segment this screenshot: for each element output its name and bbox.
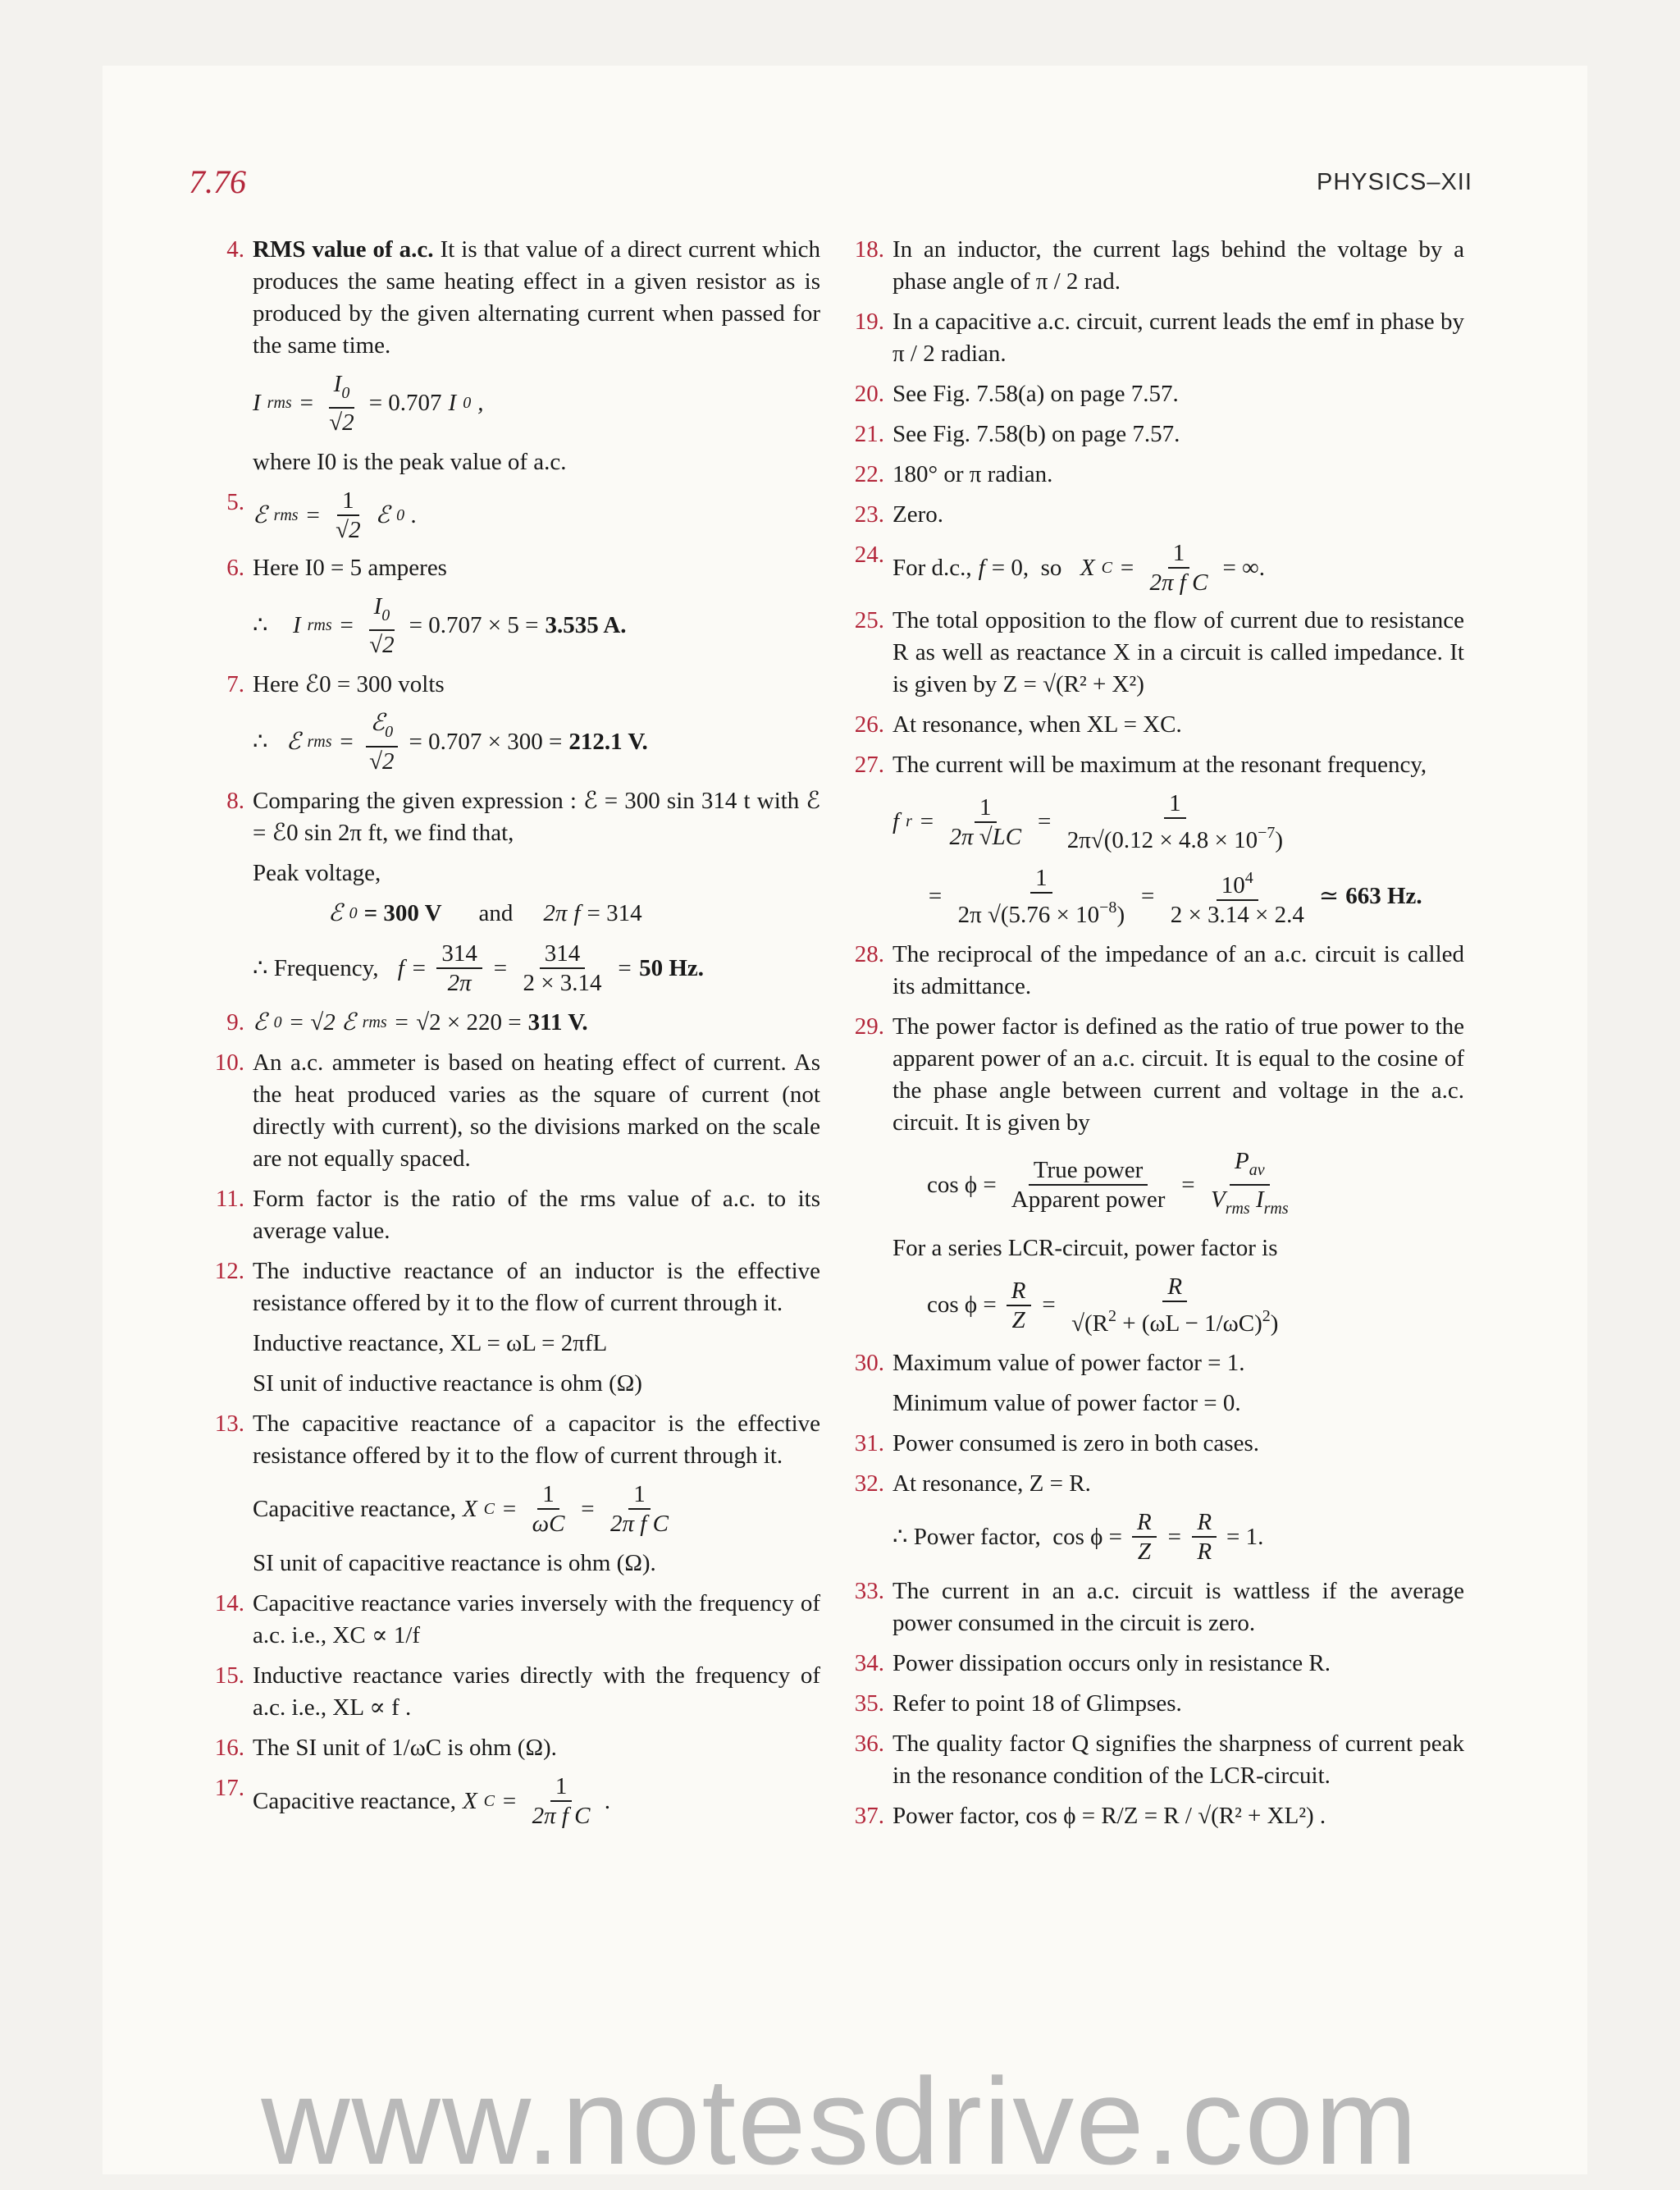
item-note: For a series LCR-circuit, power factor is <box>892 1235 1278 1261</box>
item-number: 4. <box>226 236 244 263</box>
item-number: 26. <box>854 711 884 738</box>
item-lead: RMS value of a.c. <box>253 236 434 263</box>
item-number: 25. <box>854 607 884 633</box>
item-number: 27. <box>854 752 884 778</box>
item-number: 11. <box>215 1186 244 1212</box>
item-text: The current in an a.c. circuit is wattless if the average power consumed in the circuit is zero. <box>892 1578 1464 1636</box>
answer-item: 5. ℰ rms = $\frac{1}{√2}$ ℰ 0 . <box>205 487 820 544</box>
item-number: 17. <box>214 1775 244 1801</box>
item-note: Minimum value of power factor = 0. <box>892 1390 1241 1416</box>
item-number: 35. <box>854 1690 884 1717</box>
item-text: The inductive reactance of an inductor is the effective resistance offered by it to the flow of current through it. <box>253 1258 820 1316</box>
item-text: Form factor is the ratio of the rms value of a.c. to its average value. <box>253 1186 820 1244</box>
item-text: Maximum value of power factor = 1. <box>892 1350 1245 1376</box>
answer-item <box>845 499 1464 531</box>
item-number: 28. <box>854 941 884 967</box>
answer-item <box>845 418 1464 450</box>
item-note: SI unit of inductive reactance is ohm (Ω) <box>253 1370 642 1397</box>
item-text: Refer to point 18 of Glimpses. <box>892 1690 1182 1717</box>
item-number: 5. <box>226 489 244 515</box>
answer-item <box>845 749 1464 781</box>
item-number: 6. <box>226 555 244 581</box>
left-column <box>205 234 820 1838</box>
item-number: 24. <box>854 542 884 568</box>
item-number: 7. <box>226 671 244 697</box>
item-number: 36. <box>854 1731 884 1757</box>
item-number: 37. <box>854 1803 884 1829</box>
formula: ℰ 0 = 300 V and 2π f = 314 <box>328 900 642 926</box>
formula: cos ϕ = $\frac{R}{Z}$ = $\frac{R}{√(R^2 + (\omega L - 1/\omega C)^2)}$ <box>927 1273 1279 1337</box>
item-text: The SI unit of 1/ωC is ohm (Ω). <box>253 1735 557 1761</box>
item-number: 8. <box>226 788 244 814</box>
item-text: 180° or π radian. <box>892 461 1053 487</box>
item-number: 31. <box>854 1430 884 1456</box>
formula: I rms = $\frac{I_0}{√2}$ = 0.707 I 0 , <box>253 371 484 436</box>
formula: ∴ Power factor, cos ϕ = $\frac{R}{Z}$ = $\frac{R}{R}$ = 1. <box>892 1509 1264 1565</box>
answer-item <box>845 1468 1464 1500</box>
watermark: www.notesdrive.com <box>261 2052 1419 2190</box>
item-note: Peak voltage, <box>253 860 381 886</box>
answer-item <box>845 1011 1464 1139</box>
answer-item: 9. ℰ 0 = √2 ℰ rms = √2 × 220 = 311 V. <box>205 1007 820 1039</box>
item-text: The reciprocal of the impedance of an a.c. circuit is called its admittance. <box>892 941 1464 999</box>
item-text: The capacitive reactance of a capacitor is the effective resistance offered by it to the flow of current through it. <box>253 1410 820 1469</box>
answer-item: 17. Capacitive reactance, X C = $\frac{1}{\text{2π f C}}$ . <box>205 1772 820 1830</box>
answer-item <box>845 1575 1464 1639</box>
item-text: Capacitive reactance varies inversely with the frequency of a.c. i.e., XC ∝ 1/f <box>253 1590 820 1648</box>
item-text: The current will be maximum at the resonant frequency, <box>892 752 1427 778</box>
item-number: 14. <box>214 1590 244 1616</box>
answer-item <box>845 605 1464 701</box>
answer-item <box>845 459 1464 491</box>
item-number: 30. <box>854 1350 884 1376</box>
answer-item <box>205 1255 820 1319</box>
book-title: PHYSICS–XII <box>1317 169 1472 195</box>
answer-item <box>845 306 1464 370</box>
right-column <box>845 234 1464 1840</box>
item-text: See Fig. 7.58(b) on page 7.57. <box>892 421 1180 447</box>
item-number: 22. <box>854 461 884 487</box>
answer-item <box>205 1047 820 1175</box>
item-number: 34. <box>854 1650 884 1676</box>
answer-item <box>845 1428 1464 1460</box>
answer-item <box>845 1800 1464 1832</box>
item-text: The power factor is defined as the ratio of true power to the apparent power of an a.c. circuit. It is equal to the cosine of the phase angle between current and voltage in the a.c. circuit. It is given by <box>892 1013 1464 1136</box>
item-number: 16. <box>214 1735 244 1761</box>
item-text: Power dissipation occurs only in resistance R. <box>892 1650 1331 1676</box>
answer-item <box>845 709 1464 741</box>
formula: cos ϕ = $\frac{\text{True power}}{\text{Apparent power}}$ = $\frac{P_{av}}{V_{rms} I_{rms}}$ <box>927 1148 1289 1218</box>
item-number: 12. <box>214 1258 244 1284</box>
item-text: The quality factor Q signifies the sharpness of current peak in the resonance condition of the LCR-circuit. <box>892 1731 1464 1789</box>
answer-item <box>205 552 820 584</box>
item-text: See Fig. 7.58(a) on page 7.57. <box>892 381 1179 407</box>
item-number: 15. <box>214 1662 244 1689</box>
item-text: Zero. <box>892 501 943 528</box>
item-text: Power consumed is zero in both cases. <box>892 1430 1259 1456</box>
formula: ∴ ℰ rms = $\frac{ℰ_0}{√2}$ = 0.707 × 300 = 212.1 V. <box>253 710 648 775</box>
item-number: 23. <box>854 501 884 528</box>
item-text: Power factor, cos ϕ = R/Z = R / √(R² + XL²) . <box>892 1803 1326 1829</box>
answer-item <box>205 1183 820 1247</box>
item-text: In an inductor, the current lags behind the voltage by a phase angle of π / 2 rad. <box>892 236 1464 295</box>
answer-item <box>205 1660 820 1724</box>
item-number: 21. <box>854 421 884 447</box>
answer-item <box>205 785 820 849</box>
formula: = $\frac{1}{2\pi √(5.76 \times 10^{-8})}$ = $\frac{10^4}{2 \times 3.14 \times 2.4}$ ≃ 663 Hz. <box>927 865 1422 928</box>
item-text: Here I0 = 5 amperes <box>253 555 447 581</box>
answer-item <box>845 1648 1464 1680</box>
item-text: Comparing the given expression : ℰ = 300 sin 314 t with ℰ = ℰ0 sin 2π ft, we find that, <box>253 788 820 846</box>
answer-item <box>845 1688 1464 1720</box>
item-text: It is that value of a direct current which produces the same heating effect in a given resistor as is produced by the given alternating current when passed for the same time. <box>253 236 821 359</box>
answer-item <box>205 669 820 701</box>
item-note: where I0 is the peak value of a.c. <box>253 449 567 475</box>
item-number: 32. <box>854 1470 884 1497</box>
answer-item <box>845 234 1464 298</box>
item-number: 13. <box>214 1410 244 1437</box>
answer-item <box>845 939 1464 1003</box>
item-text: In a capacitive a.c. circuit, current leads the emf in phase by π / 2 radian. <box>892 309 1464 367</box>
answer-item <box>845 1728 1464 1792</box>
item-number: 10. <box>214 1049 244 1076</box>
item-number: 18. <box>854 236 884 263</box>
formula: ∴ I rms = $\frac{I_0}{√2}$ = 0.707 × 5 = 3.535 A. <box>253 593 627 658</box>
item-number: 29. <box>854 1013 884 1040</box>
item-text: At resonance, when XL = XC. <box>892 711 1182 738</box>
page-number: 7.76 <box>189 163 246 200</box>
item-text: Here ℰ0 = 300 volts <box>253 671 445 697</box>
item-text: An a.c. ammeter is based on heating effect of current. As the heat produced varies as the square of current (not directly with current), so the divisions marked on the scale are not equally spaced. <box>253 1049 820 1172</box>
item-number: 19. <box>854 309 884 335</box>
answer-item <box>205 1408 820 1472</box>
answer-item <box>845 1347 1464 1379</box>
item-number: 33. <box>854 1578 884 1604</box>
answer-item <box>205 1588 820 1652</box>
formula: ∴ Frequency, f = $\frac{314}{2\pi}$ = $\frac{314}{2 \times 3.14}$ = 50 Hz. <box>253 940 705 996</box>
item-text: Inductive reactance varies directly with the frequency of a.c. i.e., XL ∝ f . <box>253 1662 820 1721</box>
answer-item: 24. For d.c., f = 0, so X C = $\frac{1}{\text{2π f C}}$ = ∞. <box>845 539 1464 597</box>
formula: f r = $\frac{1}{2\pi √LC}$ = $\frac{1}{2\pi√(0.12 \times 4.8 \times 10^{-7})}$ <box>892 790 1284 853</box>
item-number: 20. <box>854 381 884 407</box>
item-note: SI unit of capacitive reactance is ohm (Ω). <box>253 1550 656 1576</box>
item-text: At resonance, Z = R. <box>892 1470 1091 1497</box>
item-text: The total opposition to the flow of current due to resistance R as well as reactance X in a circuit is called impedance. It is given by Z = √(R² + X²) <box>892 607 1464 697</box>
formula-text: Inductive reactance, XL = ωL = 2πfL <box>253 1330 608 1356</box>
answer-item <box>205 1732 820 1764</box>
answer-item <box>845 378 1464 410</box>
answer-item <box>205 234 820 362</box>
item-number: 9. <box>226 1009 244 1036</box>
formula: Capacitive reactance, X C = $\frac{1}{\omega C}$ = $\frac{1}{\text{2π f C}}$ <box>253 1481 669 1537</box>
